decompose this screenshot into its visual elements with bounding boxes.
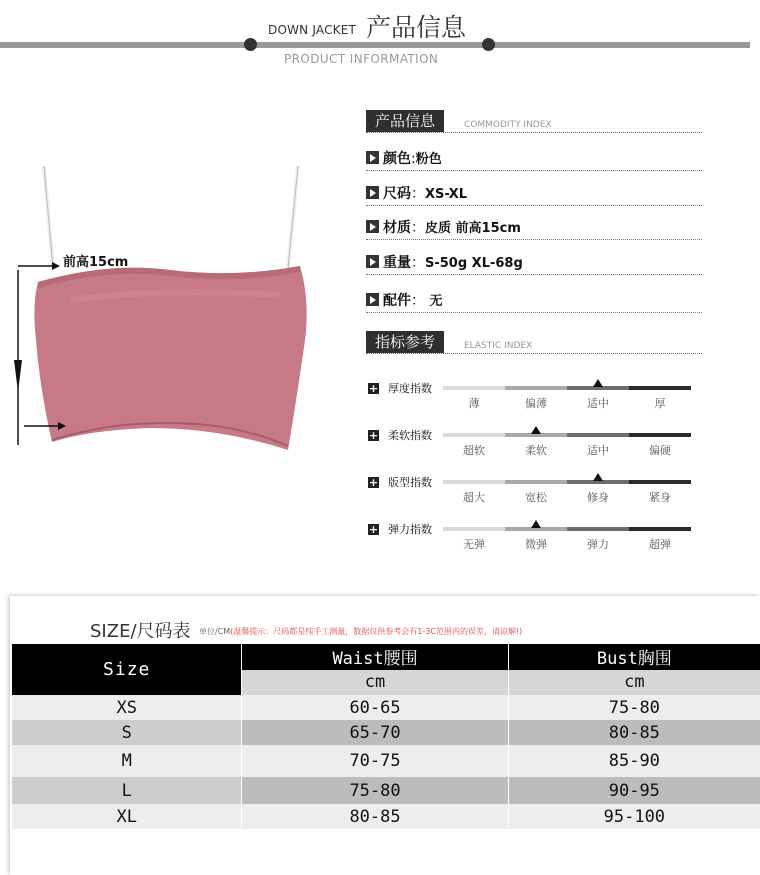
waist-cell: 75-80 [242, 777, 508, 804]
waist-cell: 60-65 [242, 695, 508, 720]
plus-icon: + [368, 523, 379, 536]
info-section-subtitle: COMMODITY INDEX [464, 120, 552, 130]
size-cell: S [12, 720, 242, 745]
index-scale-segment [629, 527, 691, 531]
header-title-en: DOWN JACKET [268, 23, 357, 37]
bullet-arrow-icon [366, 220, 379, 233]
product-image [0, 150, 330, 470]
index-scale-segment [443, 527, 505, 531]
size-chart-note: 单位/CM(温馨提示：尺码都是纯手工测量，数据仅供参考会有1-3C范围内的误差，请谅解!) [199, 627, 523, 636]
attribute-key: 颜色 [383, 151, 411, 167]
attribute-value: 粉色 [415, 152, 442, 167]
header-title-zh: 产品信息 [366, 13, 467, 42]
index-row [366, 477, 706, 517]
index-level-label: 微弹 [525, 538, 547, 551]
bust-cell: 80-85 [508, 720, 760, 745]
size-chart [0, 596, 760, 875]
index-scale-segment [567, 433, 629, 437]
index-scale-segment [505, 480, 567, 484]
index-scale-segment [443, 433, 505, 437]
index-scale-segment [629, 433, 691, 437]
index-level-label: 宽松 [525, 491, 547, 504]
table-row [12, 804, 760, 829]
attribute-key: 材质 [383, 220, 411, 236]
attribute-value: 无 [425, 294, 443, 309]
index-row [366, 524, 706, 564]
index-scale-segment [443, 480, 505, 484]
bust-unit: cm [508, 670, 760, 696]
index-level-label: 修身 [587, 491, 609, 504]
header-subtitle: PRODUCT INFORMATION [284, 52, 439, 66]
index-name: 版型指数 [388, 476, 432, 489]
waist-unit: cm [242, 670, 508, 696]
attribute-row: 尺码：XS-XL [366, 181, 702, 206]
size-cell: XL [12, 804, 242, 829]
index-row [366, 430, 706, 470]
waist-header: Waist腰围 [242, 644, 508, 670]
table-row [12, 745, 760, 777]
info-section-title: 产品信息 [366, 110, 444, 132]
index-level-label: 薄 [468, 397, 480, 410]
bullet-arrow-icon [366, 293, 379, 306]
divider-dot-left [244, 38, 257, 51]
bullet-arrow-icon [366, 255, 379, 268]
bust-cell: 95-100 [508, 804, 760, 829]
index-level-label: 柔软 [525, 444, 547, 457]
plus-icon: + [368, 382, 379, 395]
table-row [12, 695, 760, 720]
index-level-label: 紧身 [649, 491, 671, 504]
bust-header: Bust胸围 [508, 644, 760, 670]
bullet-arrow-icon [366, 151, 379, 164]
index-level-label: 偏薄 [525, 397, 547, 410]
dimension-label: 前高15cm [63, 255, 129, 270]
index-level-label: 适中 [587, 397, 609, 410]
index-level-label: 厚 [654, 397, 666, 410]
attribute-value: S-50g XL-68g [425, 256, 523, 271]
index-name: 柔软指数 [388, 429, 432, 442]
plus-icon: + [368, 476, 379, 489]
attribute-row: 颜色:粉色 [366, 146, 702, 171]
index-level-label: 无弹 [463, 538, 485, 551]
plus-icon: + [368, 429, 379, 442]
index-level-label: 超软 [463, 444, 485, 457]
bullet-arrow-icon [366, 186, 379, 199]
divider-dot-right [482, 38, 495, 51]
waist-cell: 65-70 [242, 720, 508, 745]
attribute-key: 尺码 [383, 186, 411, 202]
index-level-label: 超大 [463, 491, 485, 504]
index-level-label: 适中 [587, 444, 609, 457]
index-marker-icon [593, 379, 603, 387]
index-section-title: 指标参考 [366, 331, 444, 353]
waist-cell: 80-85 [242, 804, 508, 829]
size-cell: L [12, 777, 242, 804]
index-scale-segment [567, 527, 629, 531]
size-chart-warning: (温馨提示：尺码都是纯手工测量，数据仅供参考会有1-3C范围内的误差，请谅解!) [230, 627, 523, 636]
bust-cell: 75-80 [508, 695, 760, 720]
size-table [12, 644, 760, 829]
attribute-row: 配件： 无 [366, 288, 702, 313]
size-cell: XS [12, 695, 242, 720]
attribute-value: 皮质 前高15cm [425, 221, 521, 236]
table-row [12, 777, 760, 804]
waist-cell: 70-75 [242, 745, 508, 777]
index-name: 弹力指数 [388, 523, 432, 536]
index-level-label: 超弹 [649, 538, 671, 551]
index-marker-icon [531, 520, 541, 528]
index-name: 厚度指数 [388, 382, 432, 395]
index-level-label: 偏硬 [649, 444, 671, 457]
size-header: Size [12, 644, 242, 695]
attribute-row: 重量：S-50g XL-68g [366, 250, 702, 275]
index-row [366, 383, 706, 423]
index-section-subtitle: ELASTIC INDEX [464, 341, 533, 351]
index-scale-segment [629, 386, 691, 390]
index-section-heading [366, 331, 702, 354]
index-marker-icon [531, 426, 541, 434]
size-cell: M [12, 745, 242, 777]
index-scale-segment [505, 386, 567, 390]
index-scale-segment [443, 386, 505, 390]
index-level-label: 弹力 [587, 538, 609, 551]
table-row [12, 720, 760, 745]
attribute-key: 重量 [383, 255, 411, 271]
index-marker-icon [593, 473, 603, 481]
attribute-row: 材质：皮质 前高15cm [366, 215, 702, 240]
index-scale-segment [629, 480, 691, 484]
size-chart-title: SIZE/尺码表 [90, 621, 191, 642]
bust-cell: 90-95 [508, 777, 760, 804]
bust-cell: 85-90 [508, 745, 760, 777]
attribute-key: 配件 [383, 293, 411, 309]
info-section-heading [366, 110, 702, 133]
attribute-value: XS-XL [425, 187, 468, 202]
